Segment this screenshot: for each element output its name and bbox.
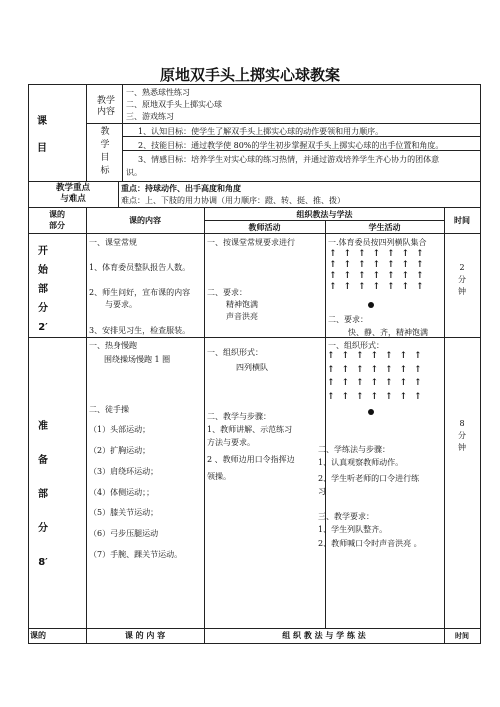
- part1-time: 2 分 钟: [458, 263, 466, 296]
- part2-teacher: 领操。: [207, 472, 231, 481]
- student-arrow-icon: ↑: [358, 282, 366, 292]
- student-arrow-icon: ↑: [356, 364, 364, 375]
- part2-student: 习: [318, 487, 326, 496]
- student-arrow-icon: ↑: [399, 364, 408, 375]
- part2-content: （6）弓步压腿运动: [89, 529, 159, 538]
- student-arrow-icon: ↑: [356, 351, 364, 361]
- part2-student: 一、组织形式：: [328, 341, 384, 350]
- col-content: 课的内容: [129, 216, 161, 225]
- student-arrow-icon: ↑: [370, 364, 379, 375]
- goal-label: 教 学 目 标: [100, 127, 110, 176]
- student-arrow-icon: ↑: [356, 378, 364, 388]
- part2-teacher: 一、组织形式：: [207, 348, 263, 357]
- student-arrow-icon: ↑: [416, 260, 424, 270]
- content-item: 二、原地双手头上掷实心球: [126, 100, 222, 109]
- part1-content: 2、师生问好，宣布课的内容: [89, 288, 191, 297]
- part2-content: （3）肩绕环运动；: [89, 467, 159, 476]
- part2-content: 一、热身慢跑: [89, 341, 137, 350]
- footer-content: 课 的 内 容: [124, 631, 166, 640]
- col-student: 学生活动: [368, 223, 401, 232]
- part1-teacher: 声音洪亮: [226, 312, 258, 321]
- student-arrow-icon: ↑: [385, 391, 393, 402]
- student-arrow-icon: ↑: [399, 391, 408, 402]
- student-arrow-icon: ↑: [370, 351, 379, 361]
- student-arrow-icon: ↑: [414, 364, 422, 375]
- student-arrow-icon: ↑: [358, 249, 366, 259]
- student-arrow-icon: ↑: [416, 282, 424, 292]
- student-arrow-icon: ↑: [414, 351, 422, 361]
- student-arrow-icon: ↑: [385, 351, 393, 361]
- student-arrow-icon: ↑: [329, 271, 337, 281]
- student-arrow-icon: ↑: [327, 351, 335, 361]
- col-method: 组织教法与学法: [296, 210, 353, 219]
- student-arrow-icon: ↑: [358, 260, 366, 270]
- part2-time: 8 分 钟: [458, 419, 466, 452]
- student-arrow-icon: ↑: [327, 364, 335, 375]
- content-item: 三、游戏练习: [126, 112, 174, 121]
- student-arrow-icon: ↑: [372, 271, 381, 281]
- part1-student: 快、静、齐，精神饱满: [348, 328, 428, 337]
- part2-content: 二、徒手操: [89, 405, 129, 414]
- part2-content: （5）膝关节运动；: [89, 508, 159, 517]
- part2-content: （1）头部运动；: [89, 425, 151, 434]
- student-arrow-icon: ↑: [372, 282, 381, 292]
- col-part: 课的 部分: [49, 210, 65, 230]
- content-label: 教学 内容: [96, 96, 115, 117]
- difficulty-point: 难点：上、下肢的用力协调（用力顺序：蹬、转、挺、推、拨）: [121, 196, 345, 205]
- student-arrow-icon: ↑: [387, 260, 395, 270]
- teacher-dot-icon: [368, 409, 374, 415]
- part1-student: 二、要求：: [328, 315, 368, 324]
- part1-teacher: 二、要求：: [207, 288, 247, 297]
- part2-content: （4）体侧运动；；: [89, 488, 155, 497]
- student-arrow-icon: ↑: [372, 249, 381, 259]
- footer-time: 时间: [455, 632, 469, 640]
- teacher-dot-icon: [368, 302, 374, 308]
- student-arrow-icon: ↑: [329, 260, 337, 270]
- part1-name: 开 始 部 分 2′: [38, 246, 48, 333]
- student-arrow-icon: ↑: [327, 378, 335, 388]
- student-arrow-icon: ↑: [387, 282, 395, 292]
- col-time: 时间: [454, 216, 470, 225]
- part2-student: 2、教师喊口令时声音洪亮 。: [318, 539, 422, 548]
- part1-teacher: 精神饱满: [226, 300, 258, 309]
- student-arrow-icon: ↑: [356, 391, 364, 402]
- goal-item: 2、技能目标：通过教学使 80%的学生初步掌握双手头上掷实心球的出手位置和角度。: [138, 141, 444, 150]
- part2-teacher: 2 、教师边用口令指挥边: [207, 455, 295, 464]
- footer-part: 课的: [30, 631, 46, 640]
- page-title: 原地双手头上掷实心球教案: [159, 66, 340, 84]
- course-label-mu: 目: [37, 143, 47, 154]
- part2-teacher: 1、教师讲解、示范练习: [207, 425, 293, 434]
- student-arrow-icon: ↑: [343, 260, 352, 270]
- student-arrow-icon: ↑: [329, 249, 337, 259]
- student-arrow-icon: ↑: [341, 351, 350, 361]
- course-label-ke: 课: [37, 116, 47, 127]
- student-arrow-icon: ↑: [416, 271, 424, 281]
- student-arrow-icon: ↑: [341, 364, 350, 375]
- part2-content: （2）扩胸运动；: [89, 446, 151, 455]
- part2-content: （7）手腕、踝关节运动。: [89, 550, 183, 559]
- part2-student: 2、学生听老师的口令进行练: [318, 474, 420, 483]
- part1-content: 与要求。: [105, 300, 137, 309]
- student-arrow-icon: ↑: [343, 249, 352, 259]
- student-arrow-icon: ↑: [414, 378, 422, 388]
- part1-teacher: 一、按课堂常规要求进行: [207, 238, 295, 247]
- part2-student: 1、认真观察教师动作。: [318, 458, 404, 467]
- part1-content: 1、体育委员整队报告人数。: [89, 263, 191, 272]
- student-arrow-icon: ↑: [370, 378, 379, 388]
- part2-student: 二、学练法与步骤：: [318, 445, 390, 454]
- student-arrow-icon: ↑: [385, 378, 393, 388]
- student-arrow-icon: ↑: [370, 391, 379, 402]
- student-arrow-icon: ↑: [401, 271, 410, 281]
- student-arrow-icon: ↑: [401, 249, 410, 259]
- part1-content: 一、课堂常规: [89, 238, 137, 247]
- content-item: 一、熟悉球性练习: [126, 88, 190, 97]
- part1-content: 3、安排见习生，检查服装。: [89, 326, 191, 335]
- student-arrow-icon: ↑: [399, 351, 408, 361]
- student-arrow-icon: ↑: [372, 260, 381, 270]
- student-arrow-icon: ↑: [385, 364, 393, 375]
- part2-student: 1、学生列队整齐。: [318, 525, 388, 534]
- student-arrow-icon: ↑: [358, 271, 366, 281]
- student-arrow-icon: ↑: [387, 271, 395, 281]
- student-arrow-icon: ↑: [329, 282, 337, 292]
- part1-student: 一.体育委员按四列横队集合: [328, 238, 427, 247]
- student-arrow-icon: ↑: [341, 391, 350, 402]
- student-arrow-icon: ↑: [401, 260, 410, 270]
- student-arrow-icon: ↑: [416, 249, 424, 259]
- goal-item: 3、情感目标：培养学生对实心球的练习热情，并通过游戏培养学生齐心协力的团体意: [138, 155, 440, 164]
- part2-teacher: 四列横队: [236, 363, 268, 372]
- student-arrow-icon: ↑: [387, 249, 395, 259]
- goal-item: 1、认知目标：使学生了解双手头上掷实心球的动作要领和用力顺序。: [138, 127, 384, 136]
- student-arrow-icon: ↑: [401, 282, 410, 292]
- key-point: 重点：持球动作、出手高度和角度: [121, 184, 241, 193]
- student-arrow-icon: ↑: [327, 391, 335, 402]
- part2-teacher: 二、教学与步骤：: [207, 412, 271, 421]
- part2-name: 准 备 部 分 8′: [38, 421, 48, 568]
- col-teacher: 教师活动: [248, 223, 281, 232]
- student-arrow-icon: ↑: [414, 391, 422, 402]
- part2-teacher: 方法与要求。: [207, 438, 255, 447]
- student-arrow-icon: ↑: [341, 378, 350, 388]
- part2-content: 围绕操场慢跑 1 圈: [104, 355, 171, 364]
- student-arrow-icon: ↑: [399, 378, 408, 388]
- key-label: 教学重点 与难点: [55, 183, 90, 204]
- student-arrow-icon: ↑: [343, 271, 352, 281]
- part2-student: 三、教学要求：: [318, 512, 374, 521]
- footer-method: 组 织 教 法 与 学 练 法: [282, 631, 366, 640]
- goal-item: 识。: [126, 168, 142, 177]
- student-arrow-icon: ↑: [343, 282, 352, 292]
